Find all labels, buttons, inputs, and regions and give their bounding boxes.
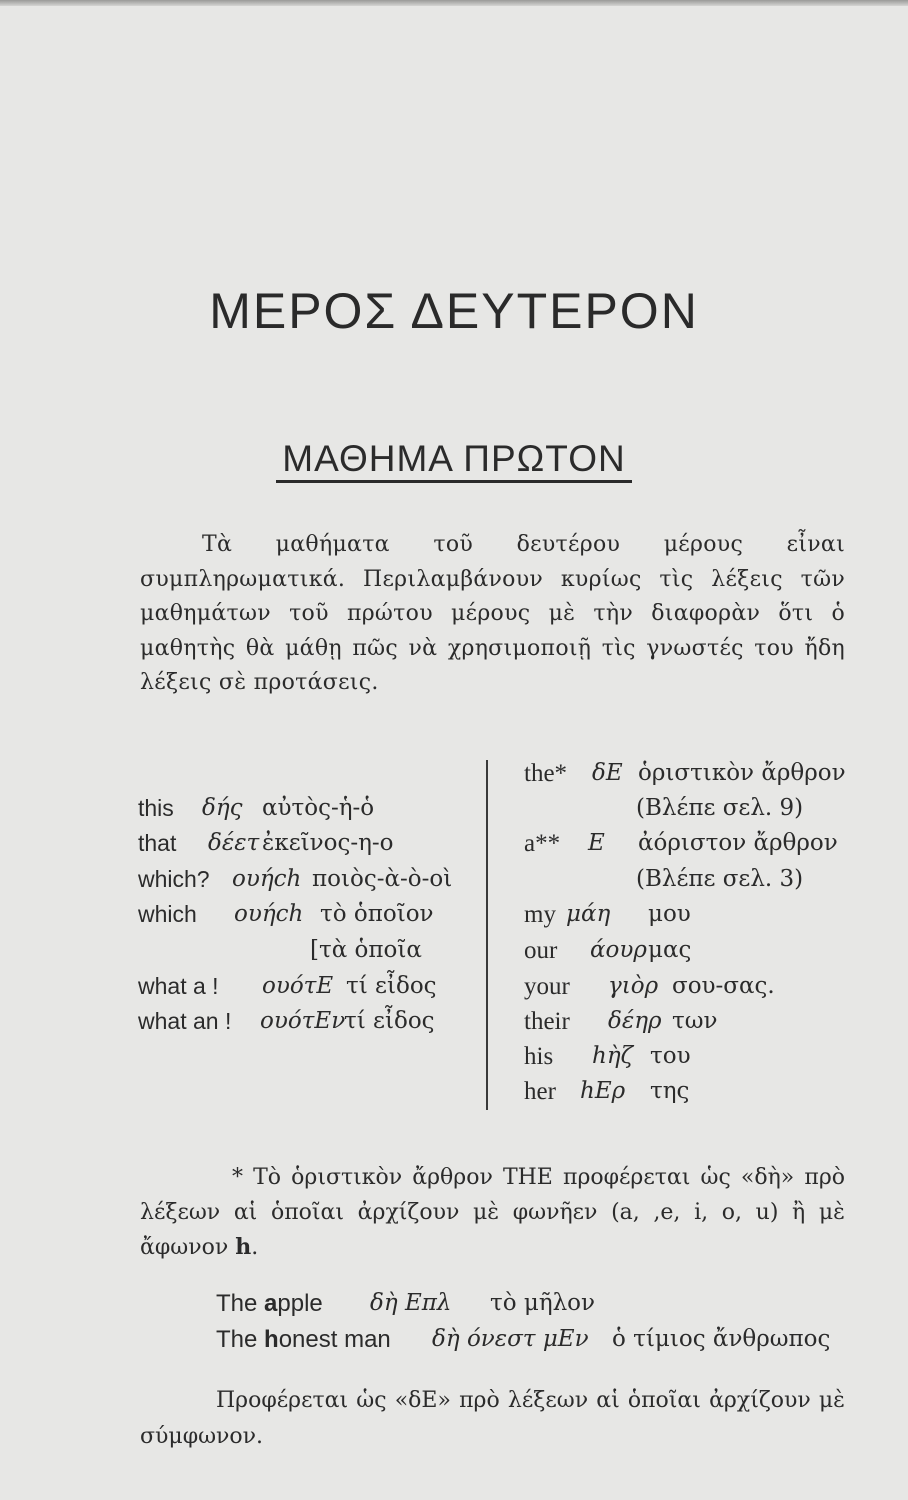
right-english: her [524, 1078, 556, 1105]
right-pronunciation: hὴζ [592, 1043, 634, 1069]
right-greek: μας [648, 937, 692, 963]
left-pronunciation: ουότEν [260, 1008, 346, 1034]
footnote-bold-letter: h [235, 1234, 252, 1260]
page-top-edge [0, 0, 908, 6]
right-pronunciation: γιὸρ [608, 973, 659, 999]
right-english: their [524, 1008, 570, 1035]
left-english: which? [138, 866, 210, 892]
left-greek: τί εἶδος [346, 973, 437, 999]
right-pronunciation: δE [592, 760, 623, 786]
left-greek: ἐκεῖνος-η-ο [262, 830, 394, 856]
intro-paragraph: Τὰ μαθήματα τοῦ δευτέρου μέρους εἶναι συμπληρωματικά. Περιλαμβάνουν κυρίως τὶς λέξεις τῶν μαθημάτων τοῦ πρώτου μέρους μὲ τὴν διαφορὰν ὅτι ὁ μαθητὴς θὰ μάθῃ πῶς νὰ χρησιμοποιῇ τὶς γνωστές του ἤδη λέξεις σὲ προτάσεις. [140, 532, 845, 695]
example-english-bold: h [264, 1326, 279, 1353]
part-title: ΜΕΡΟΣ ΔΕΥΤΕΡΟΝ [209, 283, 699, 339]
left-greek: τὸ ὁποῖον [320, 901, 434, 927]
right-greek: ὁριστικὸν ἄρθρον [638, 760, 846, 786]
final-paragraph: Προφέρεται ὡς «δΕ» πρὸ λέξεων αἱ ὁποῖαι ἀρχίζουν μὲ σύμφωνον. [140, 1388, 845, 1449]
right-greek: σου-σας. [672, 973, 775, 999]
right-english: our [524, 937, 558, 964]
column-divider [486, 760, 488, 1110]
right-pronunciation: E [588, 830, 605, 856]
right-english: his [524, 1043, 554, 1070]
example-greek: τὸ μῆλον [490, 1290, 596, 1316]
footnote-end: . [251, 1235, 259, 1260]
left-pronunciation: δέετ [208, 830, 260, 856]
left-english: what a ! [138, 973, 219, 999]
left-greek: τί εἶδος [344, 1008, 435, 1034]
left-greek: [τὰ ὁποῖα [310, 937, 422, 963]
example-pronunciation: δὴ όνεστ μEν [432, 1326, 589, 1352]
example-greek: ὁ τίμιος ἄνθρωπος [612, 1326, 831, 1352]
example-english-pre: The [216, 1326, 265, 1353]
right-greek: (Βλέπε σελ. 9) [636, 795, 804, 821]
right-greek: του [650, 1043, 691, 1069]
left-english: that [138, 830, 177, 856]
right-greek: της [650, 1078, 690, 1104]
example-english-post: pple [277, 1290, 323, 1317]
left-greek: αὐτὸς-ἡ-ὁ [262, 795, 375, 821]
left-english: which [138, 901, 197, 927]
right-english: your [524, 973, 570, 1000]
example-english-pre: The [216, 1290, 265, 1317]
lesson-title [0, 438, 908, 480]
example-english [216, 1290, 323, 1318]
right-greek: μου [648, 901, 691, 927]
right-pronunciation: δέηρ [608, 1008, 662, 1034]
footnote-paragraph [140, 1160, 845, 1265]
left-pronunciation: ουήch [232, 866, 302, 892]
right-greek: ἀόριστον ἄρθρον [638, 830, 838, 856]
left-greek: ποιὸς-ὰ-ὸ-οὶ [312, 866, 453, 892]
right-pronunciation: hEρ [580, 1078, 626, 1104]
right-english: a** [524, 830, 561, 857]
right-pronunciation: μάη [566, 901, 611, 927]
left-english: this [138, 795, 174, 821]
right-english: the* [524, 760, 568, 787]
example-english [216, 1326, 391, 1354]
example-english-post: onest man [278, 1326, 391, 1353]
right-greek: των [672, 1008, 718, 1034]
footnote-text: * Τὸ ὁριστικὸν ἄρθρον THE προφέρεται ὡς «δὴ» πρὸ λέξεων αἱ ὁποῖαι ἀρχίζουν μὲ φωνῆεν (a, ,e, i, o, u) ἢ μὲ ἄφωνον [140, 1165, 845, 1260]
lesson-title-text: ΜΑΘΗΜΑ ΠΡΩΤΟΝ [276, 438, 631, 483]
right-pronunciation: άουρ [590, 937, 647, 963]
left-pronunciation: ουότE [262, 973, 334, 999]
left-pronunciation: ουήch [234, 901, 304, 927]
example-pronunciation: δὴ Επλ [370, 1290, 452, 1316]
left-pronunciation: δής [202, 795, 243, 821]
left-english: what an ! [138, 1008, 232, 1034]
right-greek: (Βλέπε σελ. 3) [636, 866, 804, 892]
example-english-bold: a [264, 1290, 278, 1317]
right-english: my [524, 901, 556, 928]
